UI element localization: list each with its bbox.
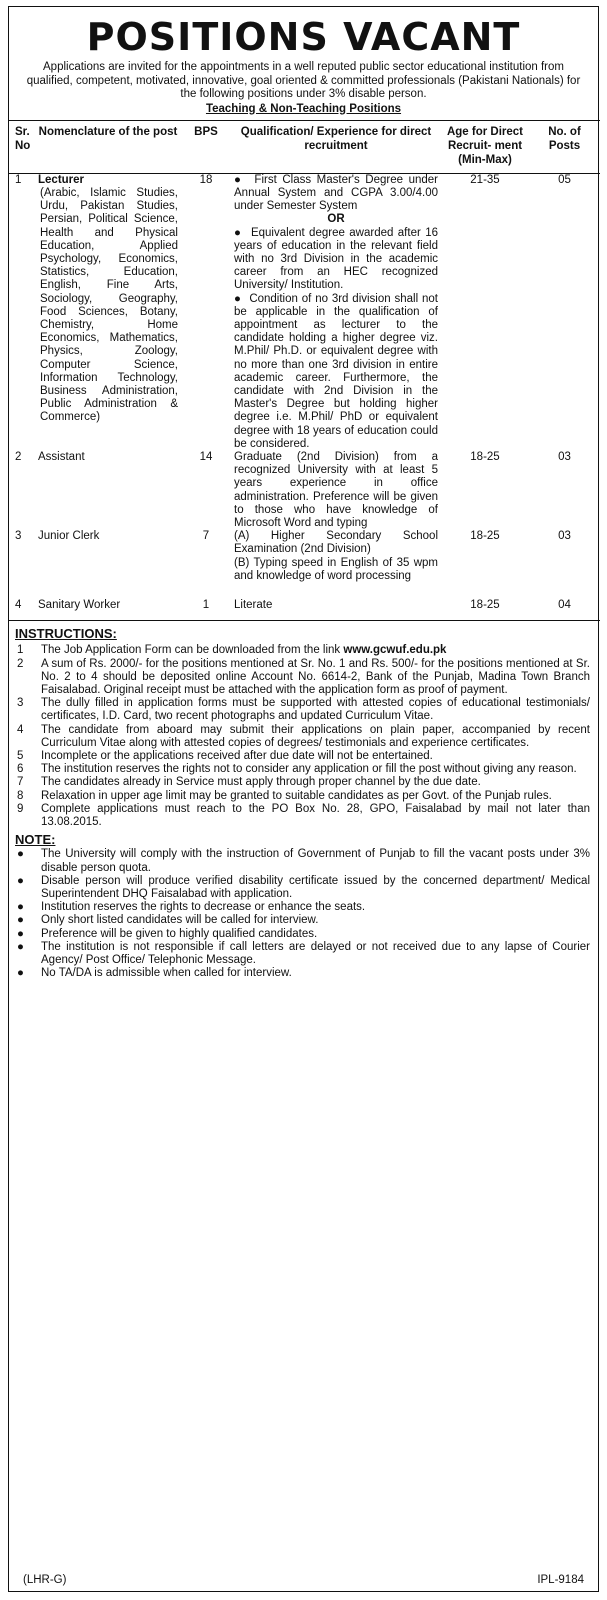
footer-left-code: (LHR-G) bbox=[23, 1573, 67, 1586]
qualification-item: (B) Typing speed in English of 35 wpm and knowledge of word processing bbox=[234, 556, 438, 582]
page-title: POSITIONS VACANT bbox=[86, 15, 521, 59]
subheading: Teaching & Non-Teaching Positions bbox=[205, 102, 402, 115]
row-posts: 05 bbox=[558, 173, 571, 186]
row-age: 18-25 bbox=[470, 530, 500, 543]
qualification-item: ● Equivalent degree awarded after 16 years of education in the relevant field with no 3rd Division in the academic career from an HEC recognized University/ Institution. bbox=[234, 226, 438, 292]
list-item: 9 Complete applications must reach to the PO Box No. 28, GPO, Faisalabad by mail not later than 13.08.2015. bbox=[17, 802, 590, 829]
row-qualification: Literate bbox=[234, 599, 273, 611]
table-row bbox=[9, 173, 600, 451]
list-item: ● Preference will be given to highly qualified candidates. bbox=[9, 928, 600, 941]
row-sr: 1 bbox=[15, 173, 22, 186]
instructions-section bbox=[9, 620, 600, 980]
row-age: 21-35 bbox=[470, 173, 500, 186]
download-link[interactable]: www.gcwuf.edu.pk bbox=[343, 644, 447, 657]
list-item: ● No TA/DA is admissible when called for interview. bbox=[9, 967, 600, 980]
row-posts: 03 bbox=[558, 530, 571, 543]
post-detail: (Arabic, Islamic Studies, Urdu, Pakistan Studies, Persian, Political Science, Health and Physical Education, Applied Psychology, Economics, Statistics, Education, English, Fine Arts, Sociology, Geography, Food Sciences, Botany, Chemistry, Home Economics, Mathematics, Physics, Zoology, Computer Science, Information Technology, Business Administration, Public Administration & Commerce) bbox=[40, 186, 178, 424]
list-item: ● Disable person will produce verified disability certificate issued by the concerned department/ Medical Superintendent DHQ Faisalabad with application. bbox=[9, 875, 600, 901]
header-post: Nomenclature of the post bbox=[35, 120, 181, 173]
row-sr: 3 bbox=[15, 530, 22, 543]
row-posts: 04 bbox=[558, 599, 571, 611]
bullet-icon: ● bbox=[17, 927, 24, 940]
table-header-row bbox=[9, 120, 600, 173]
footer-right-code: IPL-9184 bbox=[537, 1573, 584, 1586]
bullet-icon: ● bbox=[17, 901, 24, 914]
row-bps: 14 bbox=[199, 450, 213, 463]
row-bps: 18 bbox=[199, 173, 213, 186]
header-posts: No. of Posts bbox=[529, 120, 600, 173]
bullet-icon: ● bbox=[17, 914, 24, 927]
advertisement-frame bbox=[8, 6, 599, 1592]
list-item: ● Institution reserves the rights to decrease or enhance the seats. bbox=[9, 901, 600, 914]
row-bps: 1 bbox=[202, 599, 210, 611]
table-row bbox=[9, 530, 600, 583]
bullet-icon: ● bbox=[234, 173, 255, 186]
qualification-or: OR bbox=[327, 213, 345, 226]
row-qualification: Graduate (2nd Division) from a recognized University with at least 5 years experience in office administration. Preference will be given to those who have knowledge of Microsoft Word and typing bbox=[234, 450, 438, 529]
row-age: 18-25 bbox=[470, 450, 500, 463]
list-item: ● The University will comply with the instruction of Government of Punjab to fill the vacant posts under 3% disable person quota. bbox=[9, 848, 600, 874]
list-item: 4 The candidate from aboard may submit their applications on plain paper, accompanied by recent Curriculum Vitae along with attested copies of degrees/ testimonials and experience certificates. bbox=[17, 723, 590, 749]
header-age: Age for Direct Recruit- ment (Min-Max) bbox=[441, 120, 529, 173]
row-post: Sanitary Worker bbox=[38, 599, 121, 611]
qualification-item: ● First Class Master's Degree under Annual System and CGPA 3.00/4.00 under Semester System bbox=[234, 173, 438, 213]
bullet-icon: ● bbox=[17, 940, 24, 953]
intro-text: Applications are invited for the appointments in a well reputed public sector educational institution from qualified, competent, motivated, innovative, goal oriented & committed professionals (Pakistani Nationals) for the following positions under 3% disable person. bbox=[26, 61, 581, 100]
list-item: ● Only short listed candidates will be called for interview. bbox=[9, 914, 600, 927]
qualification-item: ● Condition of no 3rd division shall not be applicable in the qualification of appointment as lecturer to the candidate holding a higher degree viz. M.Phil/ Ph.D. or equivalent degree with no more than one 3rd division in entire academic career. Furthermore, the candidate with 2nd Division in the Master's Degree but holding higher degree i.e. M.Phil/ PhD or equivalent degree with 18 years of education could be considered. bbox=[234, 292, 438, 450]
header-sr: Sr. No bbox=[9, 120, 35, 173]
row-posts: 03 bbox=[558, 450, 571, 463]
bullet-icon: ● bbox=[17, 967, 24, 980]
list-item: 5 Incomplete or the applications received after due date will not be entertained. bbox=[17, 750, 433, 763]
bullet-icon: ● bbox=[17, 874, 24, 887]
qualification-item: (A) Higher Secondary School Examination (2nd Division) bbox=[234, 530, 438, 556]
instructions-title: INSTRUCTIONS: bbox=[15, 626, 117, 642]
bullet-icon: ● bbox=[234, 292, 250, 305]
row-age: 18-25 bbox=[470, 599, 500, 611]
row-post: Junior Clerk bbox=[38, 530, 100, 543]
list-item: 3 The dully filled in application forms must be supported with attested copies of educational testimonials/ certificates, I.D. Card, two recent photographs and updated Curriculum Vitae. bbox=[17, 697, 590, 723]
list-item: 1 The Job Application Form can be downloaded from the link www.gcwuf.edu.pk bbox=[17, 644, 447, 657]
row-post: Assistant bbox=[38, 450, 85, 463]
row-post bbox=[35, 173, 181, 451]
row-bps: 7 bbox=[202, 530, 210, 543]
footer bbox=[9, 1574, 598, 1587]
bullet-icon: ● bbox=[17, 848, 24, 861]
row-qualification bbox=[231, 173, 441, 451]
header-qualification: Qualification/ Experience for direct recruitment bbox=[231, 120, 441, 173]
bullet-icon: ● bbox=[234, 226, 251, 239]
table-row bbox=[9, 451, 600, 530]
table-row bbox=[9, 583, 600, 620]
note-title: NOTE: bbox=[15, 832, 56, 848]
row-sr: 4 bbox=[15, 599, 22, 611]
row-sr: 2 bbox=[15, 450, 22, 463]
list-item: 2 A sum of Rs. 2000/- for the positions mentioned at Sr. No. 1 and Rs. 500/- for the positions mentioned at Sr. No. 2 to 4 should be deposited online Account No. 6614-2, Bank of the Punjab, Madina Town Branch Faisalabad. Original receipt must be attached with the application form as proof of payment. bbox=[17, 657, 590, 697]
list-item: 8 Relaxation in upper age limit may be granted to suitable candidates as per Govt. of the Punjab rules. bbox=[17, 789, 552, 802]
list-item: 6 The institution reserves the rights not to consider any application or fill the post without giving any reason. bbox=[17, 763, 577, 776]
list-item: 7 The candidates already in Service must apply through proper channel by the due date. bbox=[17, 776, 481, 789]
header-bps: BPS bbox=[181, 120, 231, 173]
post-title: Lecturer bbox=[38, 173, 85, 186]
list-item: ● The institution is not responsible if call letters are delayed or not received due to any lapse of Courier Agency/ Post Office/ Telephonic Message. bbox=[9, 941, 600, 967]
positions-table bbox=[9, 120, 600, 621]
row-qualification bbox=[231, 530, 441, 583]
